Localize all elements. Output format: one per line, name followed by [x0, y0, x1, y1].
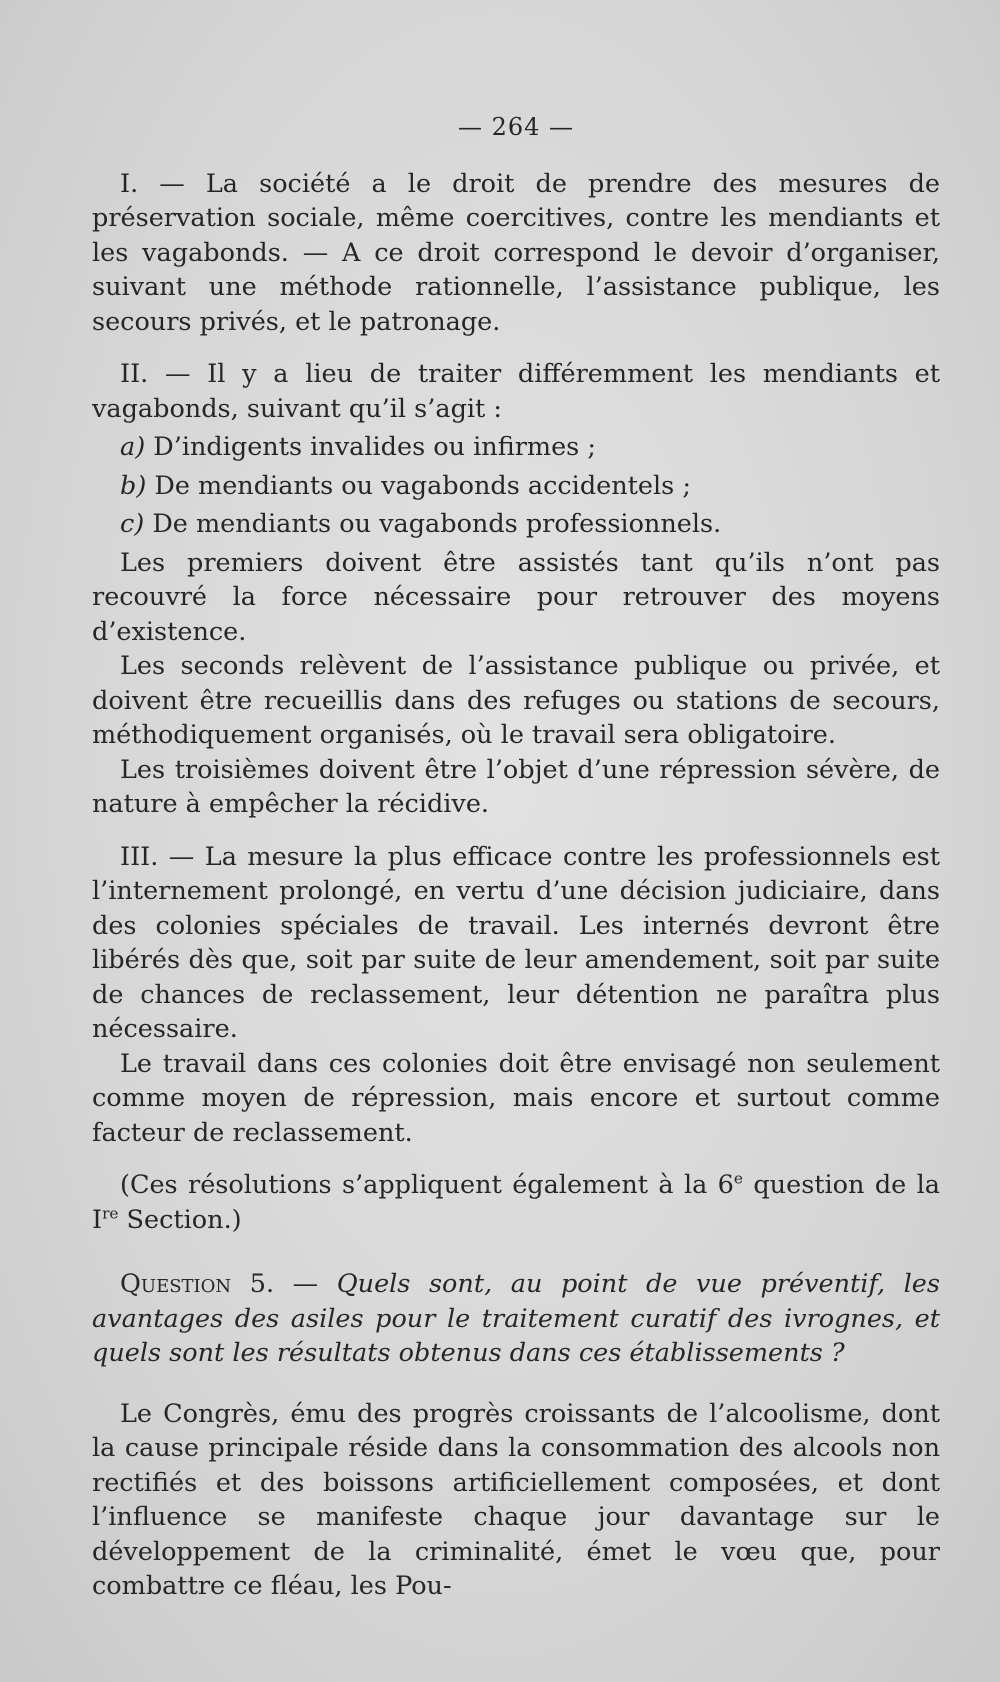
- list-item: [92, 469, 940, 504]
- paragraph-note: (Ces résolutions s’appliquent également à la 6e question de la Ire Section.): [92, 1169, 940, 1235]
- paragraph-third-category: Les troisièmes doivent être l’objet d’une répression sévère, de nature à empêcher la récidive.: [92, 754, 940, 819]
- list-text: De mendiants ou vagabonds accidentels ;: [154, 470, 691, 501]
- question-text: Quels sont, au point de vue préventif, les avantages des asiles pour le traitement curatif des ivrognes, et quels sont les résultats obtenus dans ces établissements ?: [92, 1269, 940, 1368]
- paragraph-resolution-3: III. — La mesure la plus efficace contre les professionnels est l’internement prolongé, en vertu d’une décision judiciaire, dans des colonies spéciales de travail. Les internés devront être libérés dès que, soit par suite de leur amendement, soit par suite de chances de reclassement, leur détention ne paraîtra plus nécessaire.: [92, 841, 940, 1044]
- enumerated-list: [92, 430, 940, 542]
- list-letter: a): [120, 432, 146, 462]
- paragraph-first-category: Les premiers doivent être assistés tant qu’ils n’ont pas recouvré la force nécessaire pour retrouver des moyens d’existence.: [92, 547, 940, 647]
- paragraph-congress-wish: Le Congrès, ému des progrès croissants de l’alcoolisme, dont la cause principale réside dans la consommation des alcools non rectifiés et des boissons artificiellement composées, et dont l’influence se manifeste chaque jour davantage sur le développement de la criminalité, émet le vœu que, pour combattre ce fléau, les Pou-: [92, 1398, 940, 1601]
- list-letter: b): [120, 470, 147, 501]
- question-heading: Question 5. — Quels sont, au point de vue préventif, les avantages des asiles pour le traitement curatif des ivrognes, et quels sont les résultats obtenus dans ces établissements ?: [92, 1269, 940, 1368]
- list-letter: c): [120, 509, 145, 539]
- paragraph-resolution-1: I. — La société a le droit de prendre des mesures de préservation sociale, même coercitives, contre les mendiants et les vagabonds. — A ce droit correspond le devoir d’organiser, suivant une méthode rationnelle, l’assistance publique, les secours privés, et le patronage.: [92, 168, 940, 337]
- list-text: De mendiants ou vagabonds professionnels.: [152, 509, 722, 539]
- list-text: D’indigents invalides ou infirmes ;: [153, 432, 596, 462]
- list-item: [92, 507, 940, 542]
- list-item: [92, 430, 940, 465]
- page-number: — 264 —: [457, 113, 575, 141]
- paragraph-second-category: Les seconds relèvent de l’assistance publique ou privée, et doivent être recueillis dans des refuges ou stations de secours, méthodiquement organisés, où le travail sera obligatoire.: [92, 651, 940, 750]
- question-label: Question 5.: [120, 1269, 275, 1299]
- paragraph-labour-colonies: Le travail dans ces colonies doit être envisagé non seulement comme moyen de répression, mais encore et surtout comme facteur de reclassement.: [92, 1048, 940, 1148]
- paragraph-resolution-2: II. — Il y a lieu de traiter différemment les mendiants et vagabonds, suivant qu’il s’agit :: [92, 359, 940, 424]
- book-page: [92, 110, 940, 1604]
